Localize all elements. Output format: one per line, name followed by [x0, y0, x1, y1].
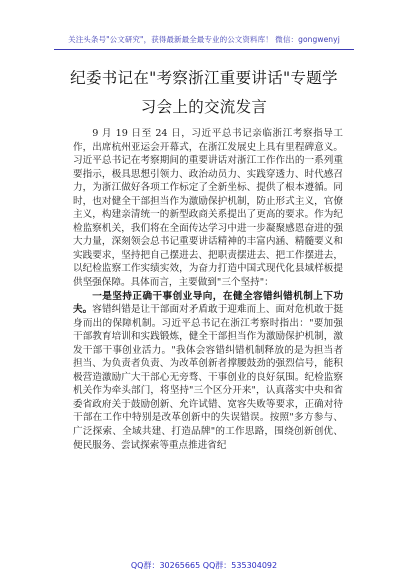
document-title-line1: 纪委书记在"考察浙江重要讲话"专题学 — [70, 69, 338, 87]
document-body — [73, 127, 343, 452]
document-title-line2: 习会上的交流发言 — [140, 98, 268, 116]
first-point-heading: 一是坚持正确干事创业导向，在健全容错纠错机制上下功夫。 — [73, 290, 343, 316]
paragraph-intro: 9 月 19 日至 24 日，习近平总书记亲临浙江考察指导工作，出席杭州亚运会开幕式，在浙江发展史上具有里程碑意义。习近平总书记在考察期间的重要讲话对浙江工作作出的一系列重要指示，极具思想引领力、政治动员力、实践穿透力、时代感召力，为浙江做好各项工作标定了全新坐标、提供了根本遵循。同时，也对健全干部担当作为激励保护机制，防止形式主义，官僚主义，构建亲清统一的新型政商关系提出了更高的要求。作为纪检监察机关，我们将在全面传达学习中进一步凝聚感恩奋进的强大力量，深刻领会总书记重要讲话精神的丰富内涵、精髓要义和实践要求，坚持把自己摆进去、把职责摆进去、把工作摆进去，以纪检监察工作实绩实效，为奋力打造中国式现代化县域样板提供坚强保障。具体而言，主要做到"三个坚持"： — [73, 128, 343, 289]
qq-group-footer: QQ群：30265665 QQ群：535304092 — [130, 561, 278, 570]
header-divider — [54, 49, 354, 50]
promo-header: 关注头条号"公文研究"，获得最新最全最专业的公文资料库！ 微信：gongwenyj — [68, 35, 340, 44]
first-point-text: 容错纠错是让干部面对矛盾敢于迎难而上、面对危机敢于挺身而出的保障机制。习近平总书记在浙江考察时指出："要加强干部教育培训和实践锻炼，健全干部担当作为激励保护机制，激发干部干事创业活力。"我体会容错纠错机制释放的是为担当者担当、为负责者负责、为改革创新者撑腰鼓劲的强烈信号，能积极营造激励广大干部心无旁骛、干事创业的良好氛围。纪检监察机关作为牵头部门，将坚持"三个区分开来"，认真落实中央和省委省政府关于鼓励创新、允许试错、宽容失败等要求，正确对待干部在工作中特别是改革创新中的失误错误。按照"多方参与、广泛探索、全域共建、打造品牌"的工作思路，围绕创新创优、便民服务、尝试探索等重点推进省纪 — [73, 304, 344, 451]
paragraph-first-point — [73, 290, 343, 453]
